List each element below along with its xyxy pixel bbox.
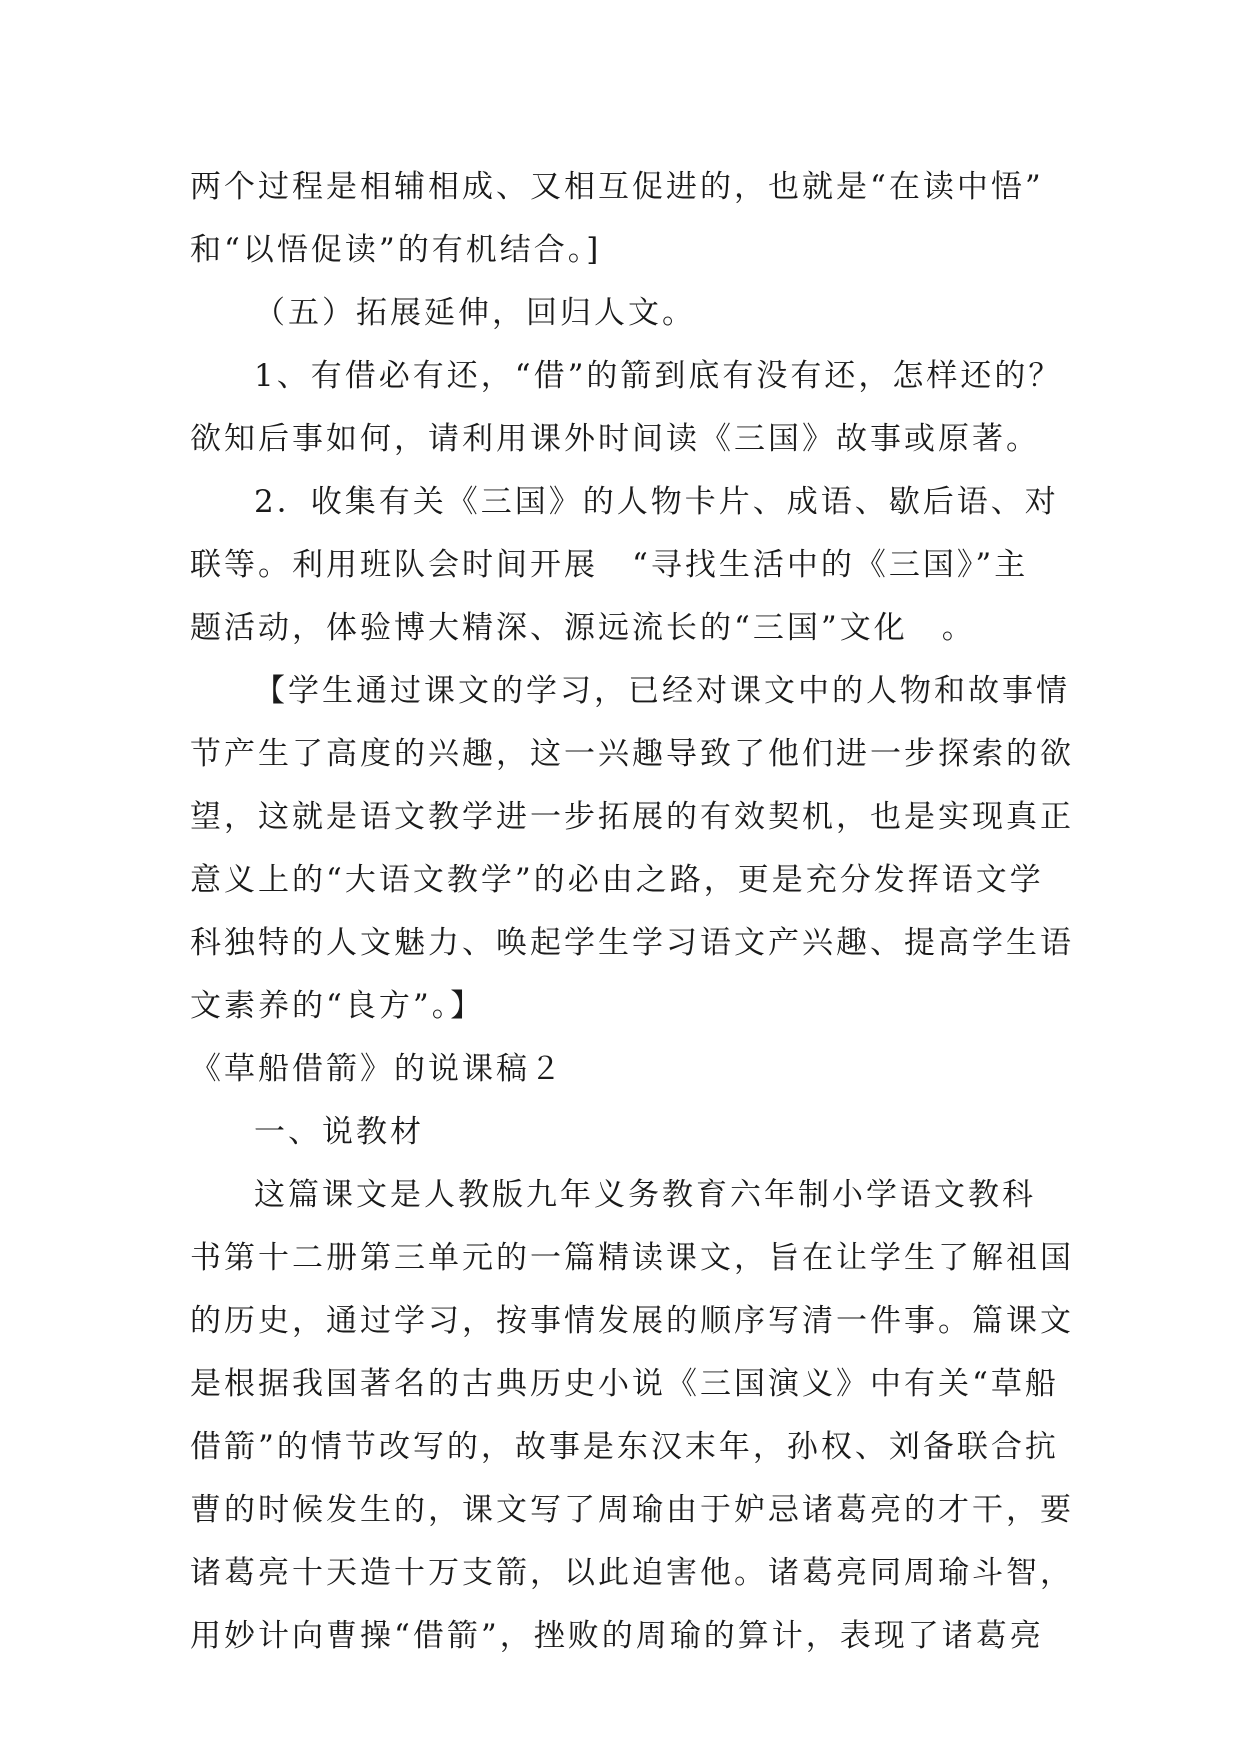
document-title: 《草船借箭》的说课稿２: [190, 1051, 564, 1087]
paragraph-line: 欲知后事如何，请利用课外时间读《三国》故事或原著。: [190, 421, 1040, 457]
paragraph-line: 和“以悟促读”的有机结合。]: [190, 232, 602, 268]
paragraph-line: 题活动，体验博大精深、源远流长的“三国”文化 。: [190, 610, 976, 646]
commentary-line: 节产生了高度的兴趣，这一兴趣导致了他们进一步探索的欲: [190, 736, 1074, 772]
paragraph-line: 联等。利用班队会时间开展 “寻找生活中的《三国》”主: [190, 547, 1029, 583]
commentary-line: 意义上的“大语文教学”的必由之路，更是充分发挥语文学: [190, 862, 1044, 898]
section-heading: 一、说教材: [254, 1114, 424, 1150]
list-item: 2．收集有关《三国》的人物卡片、成语、歇后语、对: [254, 484, 1059, 520]
paragraph-line: 是根据我国著名的古典历史小说《三国演义》中有关“草船: [190, 1366, 1059, 1402]
commentary-line: 科独特的人文魅力、唤起学生学习语文产兴趣、提高学生语: [190, 925, 1074, 961]
paragraph-line: 两个过程是相辅相成、又相互促进的，也就是“在读中悟”: [190, 169, 1044, 205]
paragraph-line: 用妙计向曹操“借箭”，挫败的周瑜的算计，表现了诸葛亮: [190, 1618, 1044, 1654]
commentary-line: 望，这就是语文教学进一步拓展的有效契机，也是实现真正: [190, 799, 1074, 835]
paragraph-line: 诸葛亮十天造十万支箭，以此迫害他。诸葛亮同周瑜斗智，: [190, 1555, 1074, 1591]
paragraph-line: 书第十二册第三单元的一篇精读课文，旨在让学生了解祖国: [190, 1240, 1074, 1276]
commentary-line: 【学生通过课文的学习，已经对课文中的人物和故事情: [254, 673, 1070, 709]
paragraph-line: 曹的时候发生的，课文写了周瑜由于妒忌诸葛亮的才干，要: [190, 1492, 1074, 1528]
paragraph-line: 这篇课文是人教版九年义务教育六年制小学语文教科: [254, 1177, 1036, 1213]
list-item: 1、有借必有还，“借”的箭到底有没有还，怎样还的？: [254, 358, 1063, 394]
paragraph-line: 的历史，通过学习，按事情发展的顺序写清一件事。篇课文: [190, 1303, 1074, 1339]
document-body: [190, 156, 1074, 1668]
commentary-line: 文素养的“良方”。】: [190, 988, 485, 1024]
paragraph-line: 借箭”的情节改写的，故事是东汉末年，孙权、刘备联合抗: [190, 1429, 1059, 1465]
section-heading: （五）拓展延伸，回归人文。: [254, 295, 696, 331]
